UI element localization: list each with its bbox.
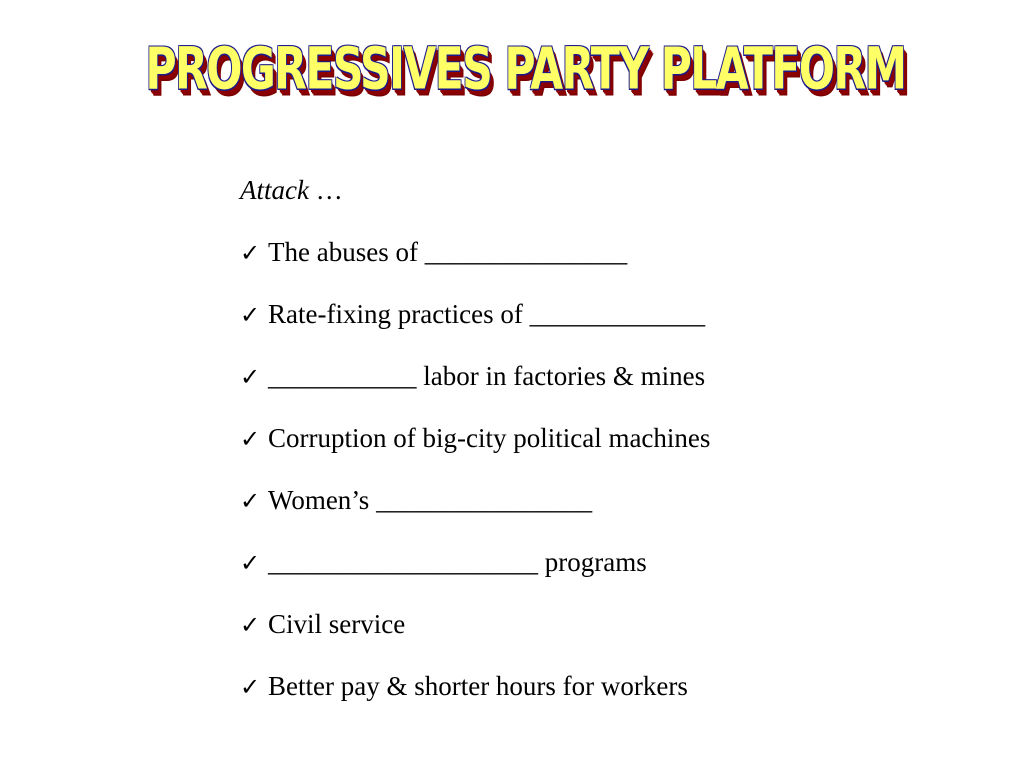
list-item <box>240 480 710 520</box>
checkmark-icon: ✓ <box>240 611 261 639</box>
slide-title: PROGRESSIVES PARTY PLATFORM <box>145 36 905 104</box>
title-container <box>0 36 1024 104</box>
list-item-text: Civil service <box>268 609 406 639</box>
list-item-text: ___________ labor in factories & mines <box>268 361 706 391</box>
content-body <box>240 170 710 728</box>
list-item <box>240 604 710 644</box>
list-item <box>240 356 710 396</box>
list-item <box>240 542 710 582</box>
platform-list <box>240 232 710 706</box>
list-item-text: Rate-fixing practices of _____________ <box>268 299 706 329</box>
list-item-text: Women’s ________________ <box>268 485 593 515</box>
intro-label: Attack <box>240 175 309 205</box>
checkmark-icon: ✓ <box>240 301 261 329</box>
checkmark-icon: ✓ <box>240 673 261 701</box>
list-item-text: Better pay & shorter hours for workers <box>268 671 688 701</box>
checkmark-icon: ✓ <box>240 425 261 453</box>
list-item-text: ____________________ programs <box>268 547 647 577</box>
intro-ellipsis: … <box>308 175 343 205</box>
list-item <box>240 666 710 706</box>
list-item <box>240 418 710 458</box>
checkmark-icon: ✓ <box>240 363 261 391</box>
list-item <box>240 294 710 334</box>
checkmark-icon: ✓ <box>240 487 261 515</box>
checkmark-icon: ✓ <box>240 239 261 267</box>
list-item-text: Corruption of big-city political machines <box>268 423 711 453</box>
list-item <box>240 232 710 272</box>
intro-line <box>240 170 710 210</box>
checkmark-icon: ✓ <box>240 549 261 577</box>
list-item-text: The abuses of _______________ <box>268 237 628 267</box>
